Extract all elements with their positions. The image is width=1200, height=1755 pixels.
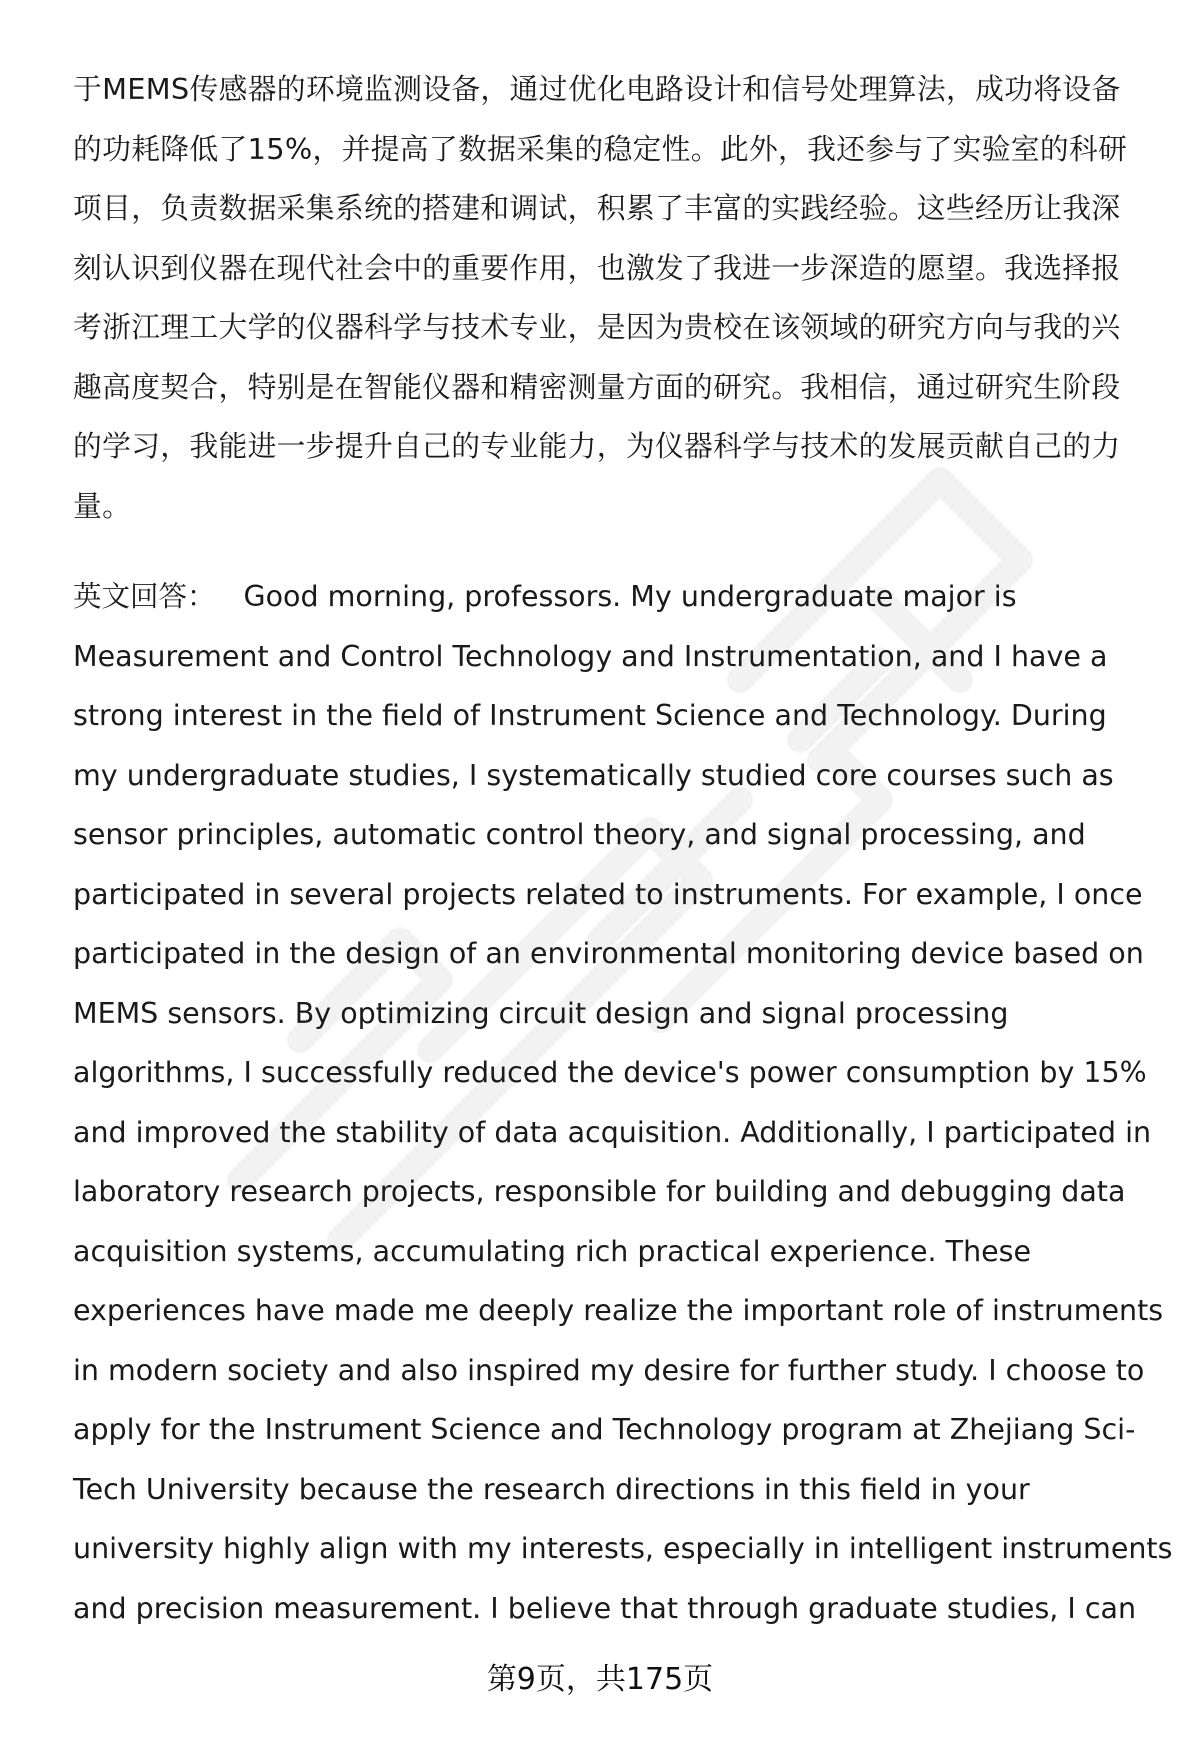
english-line: Good morning, professors. My undergraduate major is [243,580,1017,613]
chinese-line: 刻认识到仪器在现代社会中的重要作用，也激发了我进一步深造的愿望。我选择报 [73,250,1121,285]
english-first-line [73,567,1153,627]
english-line: and improved the stability of data acquisition. Additionally, I participated in [73,1115,1152,1149]
chinese-paragraph [73,60,1153,536]
english-answer-label: 英文回答： [73,580,216,613]
english-line: sensor principles, automatic control theory, and signal processing, and [73,818,1086,851]
chinese-line: 项目，负责数据采集系统的搭建和调试，积累了丰富的实践经验。这些经历让我深 [73,191,1121,225]
chinese-line: 的学习，我能进一步提升自己的专业能力，为仪器科学与技术的发展贡献自己的力 [73,429,1121,463]
page-number-footer: 第9页，共175页 [486,1662,714,1697]
english-line: in modern society and also inspired my desire for further study. I choose to [73,1353,1145,1387]
english-line: experiences have made me deeply realize the important role of instruments [73,1294,1164,1327]
english-line: strong interest in the field of Instrument Science and Technology. During [73,699,1107,732]
chinese-line: 的功耗降低了15%，并提高了数据采集的稳定性。此外，我还参与了实验室的科研 [73,131,1128,166]
chinese-line: 趣高度契合，特别是在智能仪器和精密测量方面的研究。我相信，通过研究生阶段 [73,369,1121,404]
english-line: acquisition systems, accumulating rich practical experience. These [73,1234,1032,1268]
chinese-line: 量。 [73,488,132,523]
english-line: algorithms, I successfully reduced the device's power consumption by 15% [73,1056,1147,1089]
english-line: MEMS sensors. By optimizing circuit design and signal processing [73,996,1009,1030]
english-line: participated in several projects related to instruments. For example, I once [73,877,1143,911]
english-line: laboratory research projects, responsible for building and debugging data [73,1175,1126,1208]
english-line: Measurement and Control Technology and Instrumentation, and I have a [73,639,1108,673]
english-line: apply for the Instrument Science and Technology program at Zhejiang Sci- [73,1413,1136,1446]
english-line: my undergraduate studies, I systematically studied core courses such as [73,758,1114,792]
english-line: participated in the design of an environmental monitoring device based on [73,937,1144,970]
english-line: university highly align with my interests, especially in intelligent instruments [73,1532,1173,1565]
english-line: and precision measurement. I believe that through graduate studies, I can [73,1591,1137,1625]
chinese-line: 考浙江理工大学的仪器科学与技术专业，是因为贵校在该领域的研究方向与我的兴 [73,310,1121,344]
english-answer [73,567,1173,1638]
chinese-line: 于MEMS传感器的环境监测设备，通过优化电路设计和信号处理算法，成功将设备 [73,72,1121,106]
english-line: Tech University because the research directions in this field in your [73,1472,1030,1506]
